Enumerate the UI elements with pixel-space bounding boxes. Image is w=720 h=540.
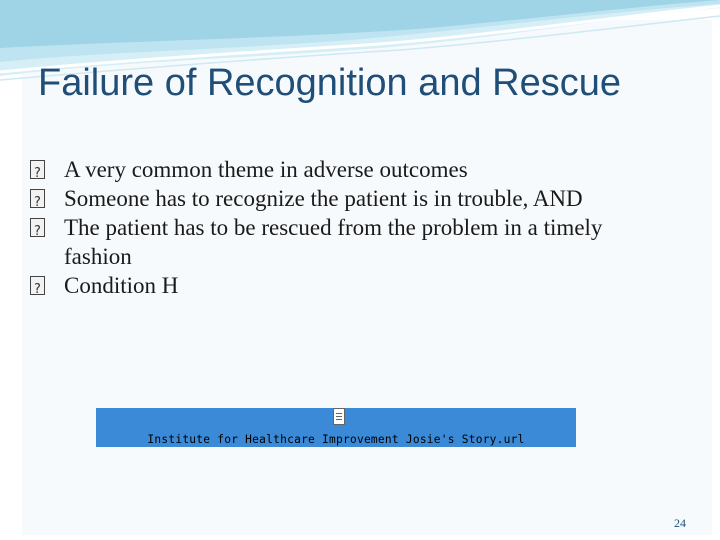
bullet-item [30,155,670,184]
url-link-label[interactable]: Institute for Healthcare Improvement Josie's Story.url [147,433,525,446]
bullet-marker-icon [30,160,45,179]
bullet-text: A very common theme in adverse outcomes [64,157,468,182]
bullet-text: Condition H [64,273,179,298]
bullet-marker-icon [30,276,45,295]
url-link-object[interactable] [96,408,576,447]
bullet-item [30,271,670,300]
bullet-item [30,184,670,213]
bullet-item [30,213,670,271]
bullet-list [30,155,670,300]
url-file-icon[interactable] [333,408,345,425]
bullet-text: Someone has to recognize the patient is in trouble, AND [64,186,583,211]
bullet-marker-icon [30,218,45,237]
page-number: 24 [674,516,686,530]
bullet-text: The patient has to be rescued from the problem in a timely fashion [64,215,603,269]
slide-title: Failure of Recognition and Rescue [38,62,622,104]
bullet-marker-icon [30,189,45,208]
